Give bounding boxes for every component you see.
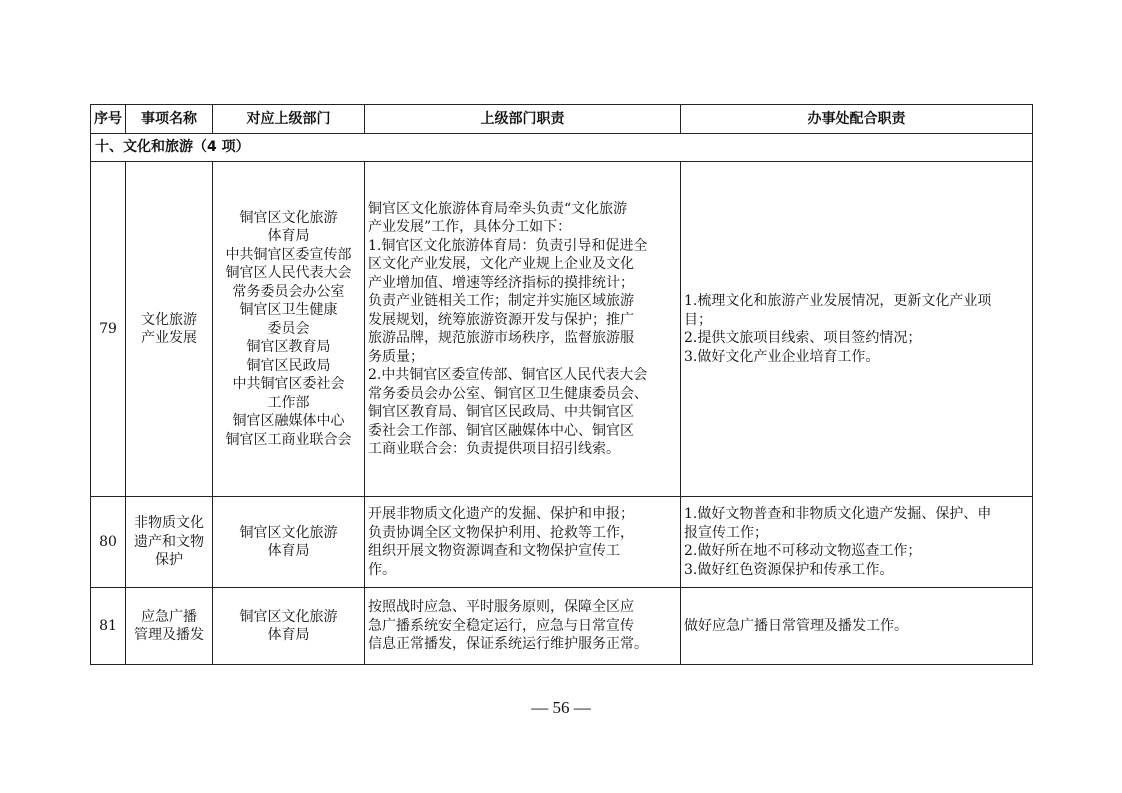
department-line: 铜官区民政局 bbox=[246, 357, 331, 374]
department-cell bbox=[213, 497, 365, 588]
item-name-line: 管理及播发 bbox=[134, 627, 204, 643]
duty-line: 负责产业链相关工作；制定并实施区域旅游 bbox=[368, 293, 634, 309]
duty-line: 开展非物质文化遗产的发掘、保护和申报； bbox=[368, 506, 634, 522]
department-line: 中共铜官区委宣传部 bbox=[225, 246, 352, 263]
duty-line: 产业增加值、增速等经济指标的摸排统计； bbox=[368, 274, 634, 291]
duty-line: 发展规划，统筹旅游资源开发与保护；推广 bbox=[368, 311, 634, 328]
duty-line: 2.中共铜官区委宣传部、铜官区人民代表大会 bbox=[368, 367, 648, 383]
department-line: 工作部 bbox=[267, 394, 310, 411]
page-number: — 56 — bbox=[531, 698, 591, 717]
department-line: 铜官区教育局 bbox=[246, 339, 331, 356]
cooperation-line: 1.做好文物普查和非物质文化遗产发掘、保护、申 bbox=[684, 506, 992, 522]
cooperation-line: 2.提供文旅项目线索、项目签约情况； bbox=[684, 330, 922, 346]
cooperation-line: 报宣传工作； bbox=[684, 524, 768, 541]
duty-line: 务质量； bbox=[368, 348, 424, 365]
duty-line: 工商业联合会：负责提供项目招引线索。 bbox=[368, 441, 620, 457]
row-number: 81 bbox=[91, 588, 126, 665]
superior-duty-cell bbox=[365, 588, 681, 665]
item-name-line: 应急广播 bbox=[141, 608, 197, 625]
duty-line: 负责协调全区文物保护利用、抢救等工作， bbox=[368, 524, 634, 541]
duties-table-wrapper bbox=[90, 104, 1032, 665]
table-row bbox=[91, 497, 1033, 588]
cooperation-line: 目； bbox=[684, 311, 712, 328]
department-line: 中共铜官区委社会 bbox=[232, 376, 345, 393]
header-num: 序号 bbox=[91, 105, 126, 134]
duty-line: 1.铜官区文化旅游体育局：负责引导和促进全 bbox=[368, 237, 648, 254]
office-cooperation-cell bbox=[681, 588, 1033, 665]
duty-line: 铜官区教育局、铜官区民政局、中共铜官区 bbox=[368, 404, 634, 420]
item-name-line: 保护 bbox=[155, 552, 183, 569]
item-name-cell bbox=[126, 497, 213, 588]
item-name-cell bbox=[126, 588, 213, 665]
department-line: 铜官区文化旅游 bbox=[239, 608, 338, 625]
table-row bbox=[91, 588, 1033, 665]
department-cell bbox=[213, 162, 365, 497]
table-row bbox=[91, 162, 1033, 497]
item-name-line: 非物质文化 bbox=[134, 515, 204, 532]
department-line: 铜官区工商业联合会 bbox=[225, 431, 352, 448]
item-name-line: 文化旅游 bbox=[141, 311, 197, 328]
department-line: 铜官区文化旅游 bbox=[239, 209, 338, 226]
superior-duty-cell bbox=[365, 497, 681, 588]
duty-line: 作。 bbox=[368, 561, 396, 578]
department-line: 铜官区文化旅游 bbox=[239, 524, 338, 541]
section-row bbox=[91, 134, 1033, 162]
department-line: 体育局 bbox=[267, 228, 310, 245]
header-duty: 上级部门职责 bbox=[365, 105, 681, 134]
duty-line: 旅游品牌，规范旅游市场秩序，监督旅游服 bbox=[368, 330, 634, 346]
duty-line: 铜官区文化旅游体育局牵头负责“文化旅游 bbox=[368, 200, 628, 217]
cooperation-line: 3.做好文化产业企业培育工作。 bbox=[684, 348, 880, 365]
duty-line: 委社会工作部、铜官区融媒体中心、铜官区 bbox=[368, 422, 634, 439]
row-number: 79 bbox=[91, 162, 126, 497]
header-coop: 办事处配合职责 bbox=[681, 105, 1033, 134]
duty-line: 区文化产业发展，文化产业规上企业及文化 bbox=[368, 256, 634, 272]
cooperation-line: 3.做好红色资源保护和传承工作。 bbox=[684, 561, 894, 578]
duty-line: 信息正常播发，保证系统运行维护服务正常。 bbox=[368, 636, 648, 653]
row-number: 80 bbox=[91, 497, 126, 588]
cooperation-line: 1.梳理文化和旅游产业发展情况，更新文化产业项 bbox=[684, 293, 992, 309]
item-name-line: 遗产和文物 bbox=[134, 533, 204, 550]
department-line: 铜官区人民代表大会 bbox=[225, 265, 352, 282]
item-name-cell bbox=[126, 162, 213, 497]
duty-line: 组织开展文物资源调查和文物保护宣传工 bbox=[368, 543, 620, 559]
duty-line: 急广播系统安全稳定运行，应急与日常宣传 bbox=[368, 617, 634, 634]
duties-table bbox=[90, 104, 1033, 665]
cooperation-line: 2.做好所在地不可移动文物巡查工作； bbox=[684, 543, 922, 559]
header-name: 事项名称 bbox=[126, 105, 213, 134]
section-title: 十、文化和旅游（4 项） bbox=[91, 134, 1033, 162]
header-dept: 对应上级部门 bbox=[213, 105, 365, 134]
department-cell bbox=[213, 588, 365, 665]
table-header-row bbox=[91, 105, 1033, 134]
superior-duty-cell bbox=[365, 162, 681, 497]
office-cooperation-cell bbox=[681, 497, 1033, 588]
duty-line: 按照战时应急、平时服务原则，保障全区应 bbox=[368, 599, 634, 616]
department-line: 常务委员会办公室 bbox=[232, 283, 345, 300]
department-line: 体育局 bbox=[267, 543, 310, 559]
item-name-line: 产业发展 bbox=[141, 330, 197, 346]
cooperation-line: 做好应急广播日常管理及播发工作。 bbox=[684, 617, 908, 634]
office-cooperation-cell bbox=[681, 162, 1033, 497]
duty-line: 常务委员会办公室、铜官区卫生健康委员会、 bbox=[368, 385, 648, 402]
department-line: 体育局 bbox=[267, 627, 310, 643]
department-line: 委员会 bbox=[267, 320, 310, 337]
department-line: 铜官区融媒体中心 bbox=[232, 413, 345, 430]
duty-line: 产业发展”工作，具体分工如下： bbox=[368, 219, 572, 235]
department-line: 铜官区卫生健康 bbox=[239, 302, 338, 319]
